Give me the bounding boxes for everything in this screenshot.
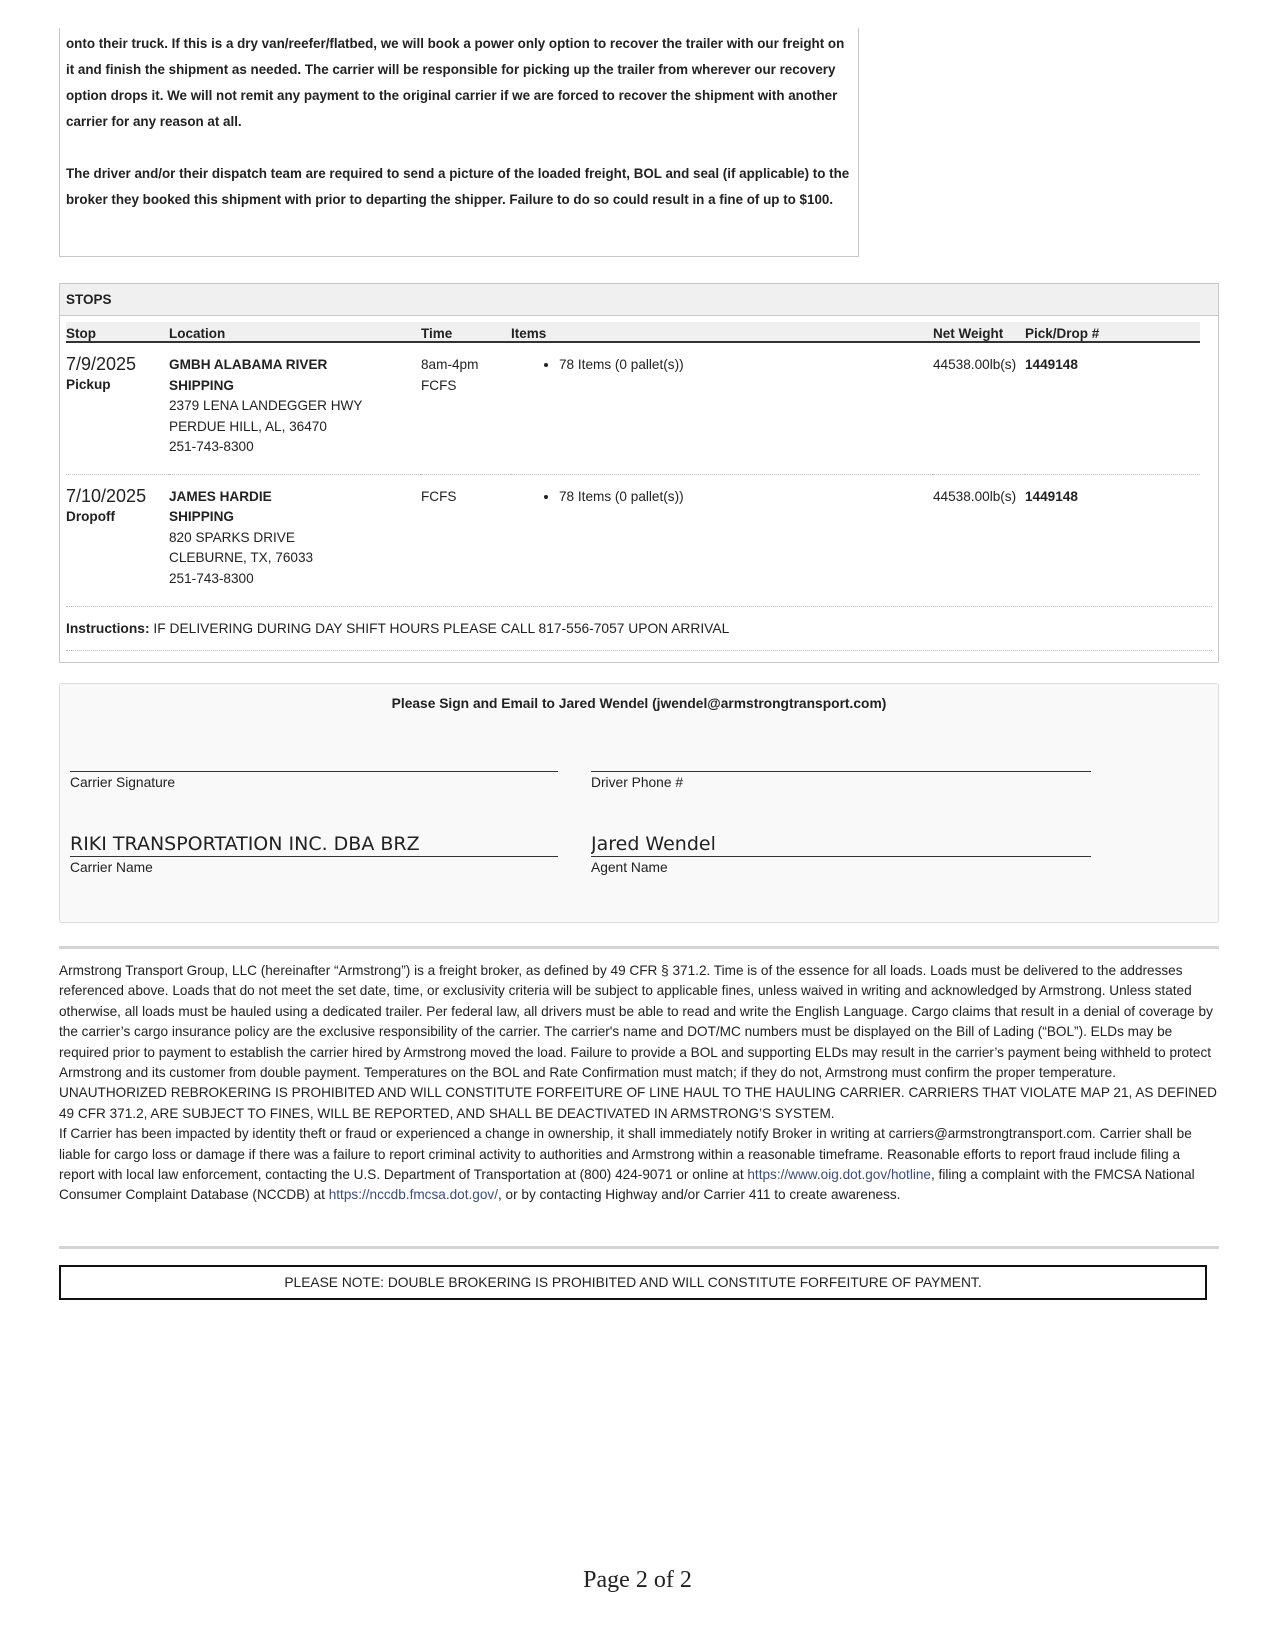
legal-text-part: If Carrier has been impacted by identity theft or fraud or experienced a change in ownership, it shall immediately notify Broker in writing at carriers@armstrongtransport.com. Carrier shall be liable for cargo loss or damage if there was a failure to report criminal activity to authorities and Armstrong within a reasonable timeframe. Reasonable efforts to report fraud include filing a report with local law enforcement, contacting the U.S. Department of Transportation at (800) 424-9071 or online at	[59, 1126, 1192, 1183]
location-name: GMBH ALABAMA RIVER	[169, 357, 328, 372]
agent-name-field	[591, 831, 1091, 877]
carrier-signature-line[interactable]	[70, 746, 558, 772]
agent-name-label: Agent Name	[591, 860, 668, 875]
stop-date: 7/10/2025	[66, 485, 147, 506]
page-number: Page 2 of 2	[583, 1567, 692, 1593]
stop-cell	[66, 474, 169, 605]
location-cell	[169, 342, 421, 474]
location-address: 2379 LENA LANDEGGER HWY	[169, 398, 363, 413]
driver-phone-label: Driver Phone #	[591, 775, 684, 790]
location-name: SHIPPING	[169, 377, 234, 393]
column-header-net-weight: Net Weight	[933, 322, 1025, 342]
weight-cell: 44538.00lb(s)	[933, 342, 1025, 474]
divider	[59, 946, 1219, 949]
location-name: SHIPPING	[169, 509, 234, 524]
pick-number: 1449148	[1025, 357, 1078, 372]
column-header-items: Items	[511, 322, 933, 342]
terms-paragraph: The driver and/or their dispatch team are required to send a picture of the loaded freight, BOL and seal (if applicable) to the broker they booked this shipment with prior to departing the shipper. Failure to do so could result in a fine of up to $100.	[66, 166, 850, 207]
instructions-label: Instructions:	[66, 621, 150, 636]
driver-phone-line[interactable]	[591, 746, 1091, 772]
legal-paragraph	[59, 1124, 1219, 1206]
column-header-time: Time	[421, 322, 511, 342]
location-city: PERDUE HILL, AL, 36470	[169, 418, 327, 434]
stop-type: Pickup	[66, 377, 111, 392]
stops-section	[59, 283, 1219, 663]
divider	[59, 1246, 1219, 1249]
stop-date: 7/9/2025	[66, 354, 137, 374]
signature-section	[59, 683, 1219, 923]
table-row	[66, 474, 1200, 605]
carrier-name-field	[70, 831, 558, 877]
agent-name-value: Jared Wendel	[591, 831, 1091, 857]
legal-text	[59, 961, 1219, 1206]
column-header-location: Location	[169, 322, 421, 342]
legal-paragraph: Armstrong Transport Group, LLC (hereinafter “Armstrong”) is a freight broker, as defined by 49 CFR § 371.2. Time is of the essence for all loads. Loads must be delivered to the addresses referenced above. Loads that do not meet the set date, time, or exclusivity criteria will be subject to applicable fines, unless waived in writing and acknowledged by Armstrong. Unless stated otherwise, all loads must be hauled using a dedicated trailer. Per federal law, all drivers must be able to read and write the English Language. Cargo claims that result in a denial of coverage by the carrier’s cargo insurance policy are the exclusive responsibility of the carrier. The carrier's name and DOT/MC numbers must be displayed on the Bill of Lading (“BOL”). ELDs may be required prior to payment to establish the carrier hired by Armstrong moved the load. Failure to provide a BOL and supporting ELDs may result in the carrier’s payment being withheld to protect Armstrong and its customer from double payment. Temperatures on the BOL and Rate Confirmation must match; if they do not, Armstrong must confirm the proper temperature. UNAUTHORIZED REBROKERING IS PROHIBITED AND WILL CONSTITUTE FORFEITURE OF LINE HAUL TO THE HAULING CARRIER. CARRIERS THAT VIOLATE MAP 21, AS DEFINED 49 CFR 371.2, ARE SUBJECT TO FINES, WILL BE REPORTED, AND SHALL BE DEACTIVATED IN ARMSTRONG’S SYSTEM.	[59, 963, 1217, 1121]
stop-cell	[66, 342, 169, 474]
stops-table	[66, 322, 1200, 605]
location-city: CLEBURNE, TX, 76033	[169, 550, 314, 565]
oig-hotline-link[interactable]: https://www.oig.dot.gov/hotline	[747, 1167, 931, 1183]
nccdb-link[interactable]: https://nccdb.fmcsa.dot.gov/	[328, 1187, 498, 1203]
items-list	[511, 487, 933, 508]
instructions	[66, 606, 1212, 651]
location-phone: 251-743-8300	[169, 439, 254, 454]
location-name: JAMES HARDIE	[169, 488, 272, 504]
time-type: FCFS	[421, 377, 457, 393]
weight-cell: 44538.00lb(s)	[933, 488, 1017, 504]
location-cell	[169, 474, 421, 605]
double-brokering-notice: PLEASE NOTE: DOUBLE BROKERING IS PROHIBITED AND WILL CONSTITUTE FORFEITURE OF PAYMENT.	[59, 1265, 1207, 1300]
terms-box	[59, 28, 859, 257]
list-item: • 78 Items (0 pallet(s))	[559, 355, 933, 376]
legal-text-part: , or by contacting Highway and/or Carrier 411 to create awareness.	[497, 1187, 901, 1203]
column-header-stop: Stop	[66, 322, 169, 342]
table-header-row	[66, 322, 1200, 342]
carrier-signature-label: Carrier Signature	[70, 775, 176, 790]
items-cell	[511, 342, 933, 474]
time-cell	[421, 474, 511, 605]
location-address: 820 SPARKS DRIVE	[169, 529, 295, 545]
stops-header: STOPS	[60, 284, 1218, 316]
table-row	[66, 342, 1200, 474]
terms-paragraph: onto their truck. If this is a dry van/reefer/flatbed, we will book a power only option to recover the trailer with our freight on it and finish the shipment as needed. The carrier will be responsible for picking up the trailer from wherever our recovery option drops it. We will not remit any payment to the original carrier if we are forced to recover the shipment with another carrier for any reason at all.	[66, 36, 845, 129]
pick-drop-cell	[1025, 342, 1200, 474]
time-window: 8am-4pm	[421, 357, 479, 372]
carrier-name-label: Carrier Name	[70, 860, 153, 875]
stop-type: Dropoff	[66, 508, 116, 524]
driver-phone-field[interactable]	[591, 746, 1091, 792]
list-item: • 78 Items (0 pallet(s))	[559, 487, 933, 508]
items-list	[511, 355, 933, 376]
carrier-name-value: RIKI TRANSPORTATION INC. DBA BRZ	[70, 831, 558, 857]
signature-title: Please Sign and Email to Jared Wendel (jwendel@armstrongtransport.com)	[391, 696, 887, 711]
pick-number: 1449148	[1025, 488, 1078, 504]
items-cell	[511, 474, 933, 605]
time-cell	[421, 342, 511, 474]
pick-drop-cell	[1025, 474, 1200, 605]
time-window: FCFS	[421, 488, 457, 504]
column-header-pick-drop: Pick/Drop #	[1025, 322, 1200, 342]
carrier-signature-field[interactable]	[70, 746, 558, 792]
location-phone: 251-743-8300	[169, 570, 254, 586]
instructions-text: IF DELIVERING DURING DAY SHIFT HOURS PLEASE CALL 817-556-7057 UPON ARRIVAL	[153, 621, 730, 636]
legal-text-part: , filing a complaint with the FMCSA National Consumer Complaint Database (NCCDB) at	[59, 1167, 1195, 1203]
